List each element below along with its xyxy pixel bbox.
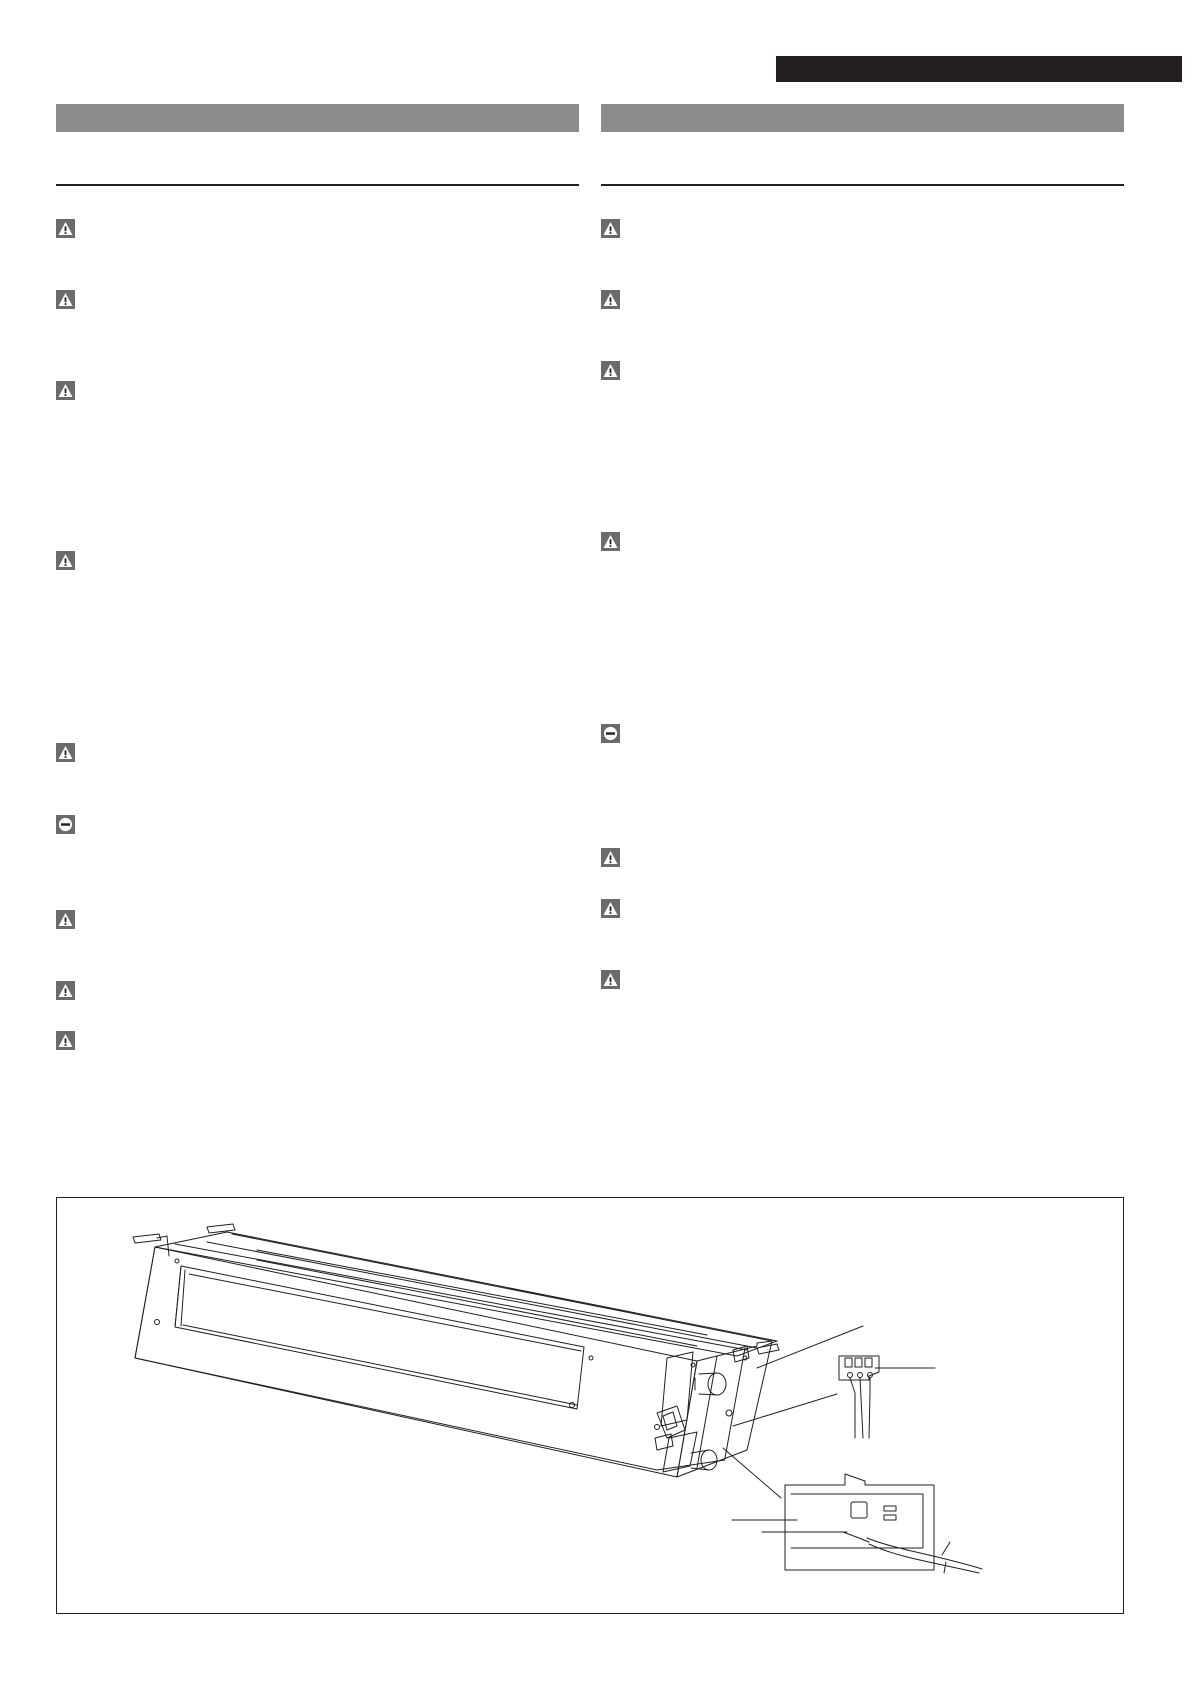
- warning-icon: [601, 219, 620, 238]
- warning-icon: [56, 981, 75, 1000]
- warning-icon: [56, 551, 75, 570]
- left-title-rule: [56, 184, 579, 186]
- warning-icon: [601, 970, 620, 989]
- warning-icon: [601, 290, 620, 309]
- right-title-rule: [601, 184, 1124, 186]
- warning-icon: [56, 1031, 75, 1050]
- fan-coil-unit-illustration: [57, 1198, 1123, 1613]
- header-black-bar: [776, 56, 1182, 82]
- figure-frame: [56, 1197, 1124, 1614]
- prohibition-icon: [56, 815, 75, 834]
- left-section-header: [56, 104, 579, 132]
- prohibition-icon: [601, 724, 620, 743]
- warning-icon: [601, 899, 620, 918]
- warning-icon: [601, 848, 620, 867]
- warning-icon: [601, 361, 620, 380]
- right-section-header: [601, 104, 1124, 132]
- warning-icon: [56, 290, 75, 309]
- warning-icon: [601, 532, 620, 551]
- warning-icon: [56, 910, 75, 929]
- warning-icon: [56, 219, 75, 238]
- warning-icon: [56, 743, 75, 762]
- warning-icon: [56, 381, 75, 400]
